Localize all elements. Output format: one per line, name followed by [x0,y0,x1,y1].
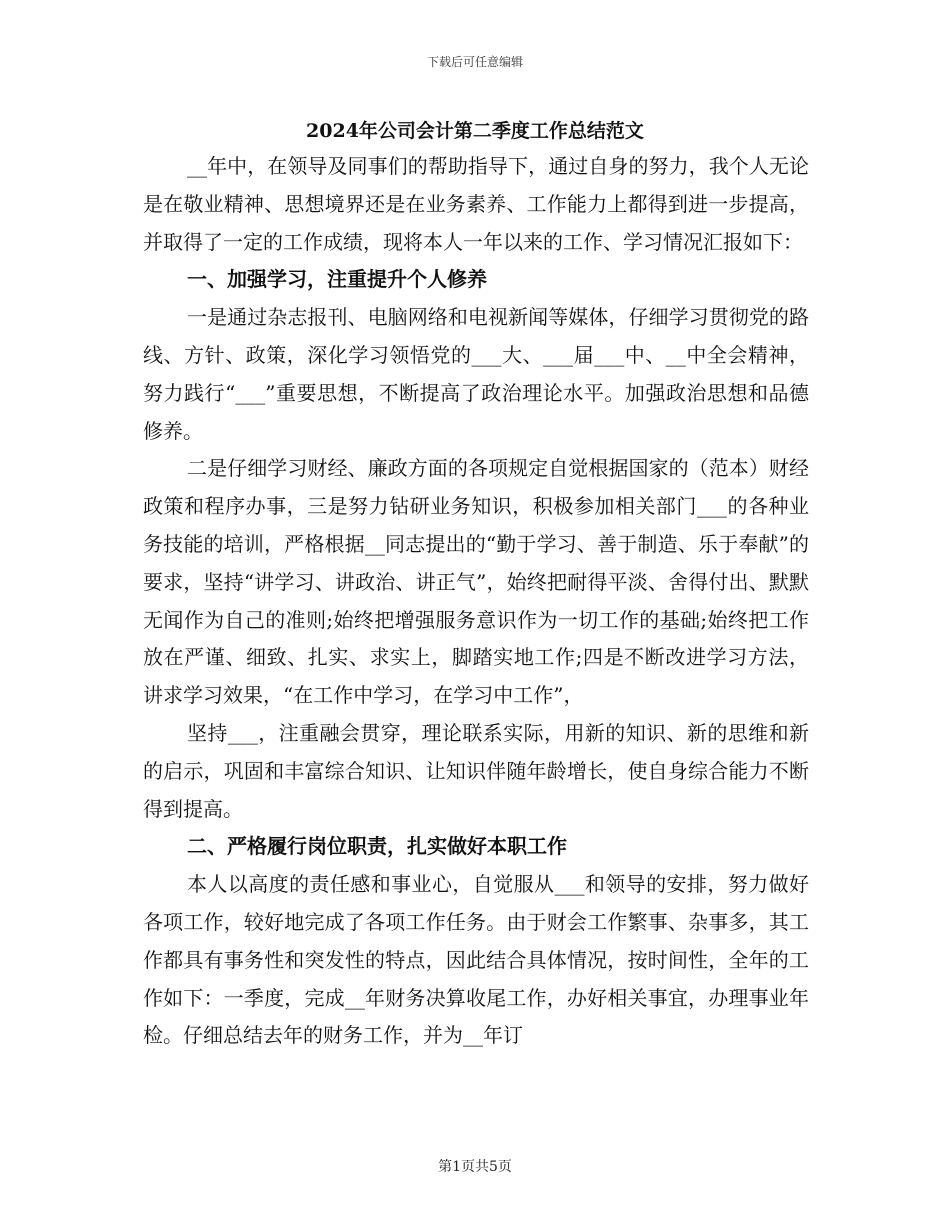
document-body [143,148,809,1055]
section-2-paragraph-1: 本人以高度的责任感和事业心，自觉服从___和领导的安排，努力做好各项工作，较好地完成了各项工作任务。由于财会工作繁事、杂事多，其工作都具有事务性和突发性的特点，因此结合具体情况，按时间性，全年的工作如下：一季度，完成__年财务决算收尾工作，办好相关事宜，办理事业年检。仔细总结去年的财务工作，并为__年订 [143,872,809,1048]
page-number: 第1页共5页 [438,1159,512,1175]
section-1-paragraph-1: 一是通过杂志报刊、电脑网络和电视新闻等媒体，仔细学习贯彻党的路线、方针、政策，深化学习领悟党的___大、___届___中、__中全会精神，努力践行“___”重要思想，不断提高了政治理论水平。加强政治思想和品德修养。 [143,305,809,443]
document-title: 2024年公司会计第二季度工作总结范文 [306,120,644,142]
intro-paragraph: __年中，在领导及同事们的帮助指导下，通过自身的努力，我个人无论是在敬业精神、思想境界还是在业务素养、工作能力上都得到进一步提高，并取得了一定的工作成绩，现将本人一年以来的工作、学习情况汇报如下： [143,154,809,254]
section-1-heading: 一、加强学习，注重提升个人修养 [187,267,487,292]
section-1-paragraph-2: 二是仔细学习财经、廉政方面的各项规定自觉根据国家的（范本）财经政策和程序办事，三是努力钻研业务知识，积极参加相关部门___的各种业务技能的培训，严格根据__同志提出的“勤于学习、善于制造、乐于奉献”的要求，坚持“讲学习、讲政治、讲正气”，始终把耐得平淡、舍得付出、默默无闻作为自己的准则;始终把增强服务意识作为一切工作的基础;始终把工作放在严谨、细致、扎实、求实上，脚踏实地工作;四是不断改进学习方法，讲求学习效果，“在工作中学习，在学习中工作”， [143,456,809,708]
section-1-paragraph-3: 坚持___，注重融会贯穿，理论联系实际，用新的知识、新的思维和新的启示，巩固和丰富综合知识、让知识伴随年龄增长，使自身综合能力不断得到提高。 [143,720,809,821]
header-note: 下载后可任意编辑 [426,55,523,69]
section-2-heading: 二、严格履行岗位职责，扎实做好本职工作 [187,834,567,859]
